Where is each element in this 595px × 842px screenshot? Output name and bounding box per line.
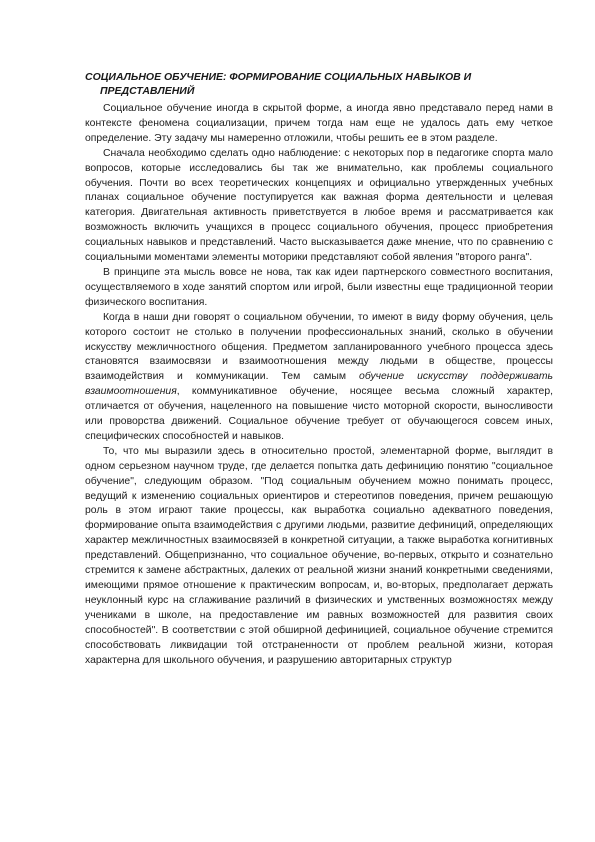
paragraph-4-text-start: Когда в наши дни говорят о социальном обучении, то имеют в виду форму обучения, цель которого состоит не столько в получении профессиональных знаний, сколько в обучении искусству межличностного общения. Предметом запланированного учебного процесса здесь становятся взаимосвязи и взаимоотношения между людьми в обществе, процессы взаимодействия и коммуникации. Тем самым: [85, 311, 553, 383]
article-body: [85, 102, 553, 668]
paragraph-5: То, что мы выразили здесь в относительно простой, элементарной форме, выглядит в одном серьезном научном труде, где делается попытка дать дефиницию понятию "социальное обучение", следующим образом. "Под социальным обучением можно понимать процесс, ведущий к изменению социальных ориентиров и стереотипов поведения, причем решающую роль в этом играют такие процессы, как выработка социально адекватного поведения, формирование опыта взаимодействия с другими людьми, развитие дефиниций, определяющих характер межличностных взаимосвязей в конкретной ситуации, а также выработка когнитивных представлений. Общепризнанно, что социальное обучение, во-первых, открыто и сознательно стремится к замене абстрактных, далеких от реальной жизни знаний конкретными сведениями, имеющими прямое отношение к практическим вопросам, и, во-вторых, предполагает держать неуклонный курс на сглаживание различий в физических и умственных возможностях между учениками в школе, на предоставление им равных возможностей для развития своих способностей". В соответствии с этой обширной дефиницией, социальное обучение стремится способствовать ликвидации той отстраненности от проблем реальной жизни, которая характерна для школьного обучения, и разрушению авторитарных структур: [85, 445, 553, 666]
paragraph-1: Социальное обучение иногда в скрытой форме, а иногда явно представало перед нами в контексте феномена социализации, причем тогда нам еще не удалось дать ему четкое определение. Эту задачу мы намеренно отложили, чтобы решить ее в этом разделе.: [85, 103, 553, 144]
paragraph-3: В принципе эта мысль вовсе не нова, так как идеи партнерского совместного воспитания, осуществляемого в ходе занятий спортом или игрой, были известны еще традиционной теории физического воспитания.: [85, 266, 553, 308]
paragraph-2: Сначала необходимо сделать одно наблюдение: с некоторых пор в педагогике спорта мало вопросов, которые исследовались бы так же внимательно, как проблемы социального обучения. Почти во всех теоретических концепциях и официально утвержденных учебных планах социальное обучение поступируется как важная форма деятельности и целевая категория. Двигательная активность приветствуется в любое время и рассматривается как возможность включить учащихся в процесс социального обучения, процесс приобретения социальных навыков и представлений. Часто высказывается даже мнение, что по сравнению с социальными моментами элементы моторики представляют собой явления "второго ранга".: [85, 147, 553, 264]
paragraph-4: [85, 311, 553, 445]
section-title: [85, 70, 545, 98]
section-title-line1: СОЦИАЛЬНОЕ ОБУЧЕНИЕ: ФОРМИРОВАНИЕ СОЦИАЛЬНЫХ НАВЫКОВ И: [85, 71, 472, 83]
paragraph-4-text-end: , коммуникативное обучение, носящее весьма сложный характер, отличается от обучения, нацеленного на повышение чисто моторной скорости, выносливости или проворства движений. Социальное обучение требует от обучающегося совсем иных, специфических способностей и навыков.: [85, 386, 553, 442]
section-title-line2: ПРЕДСТАВЛЕНИЙ: [100, 85, 195, 97]
paragraph-4-italic-phrase: обучение искусству поддерживать взаимоотношения: [85, 371, 554, 398]
